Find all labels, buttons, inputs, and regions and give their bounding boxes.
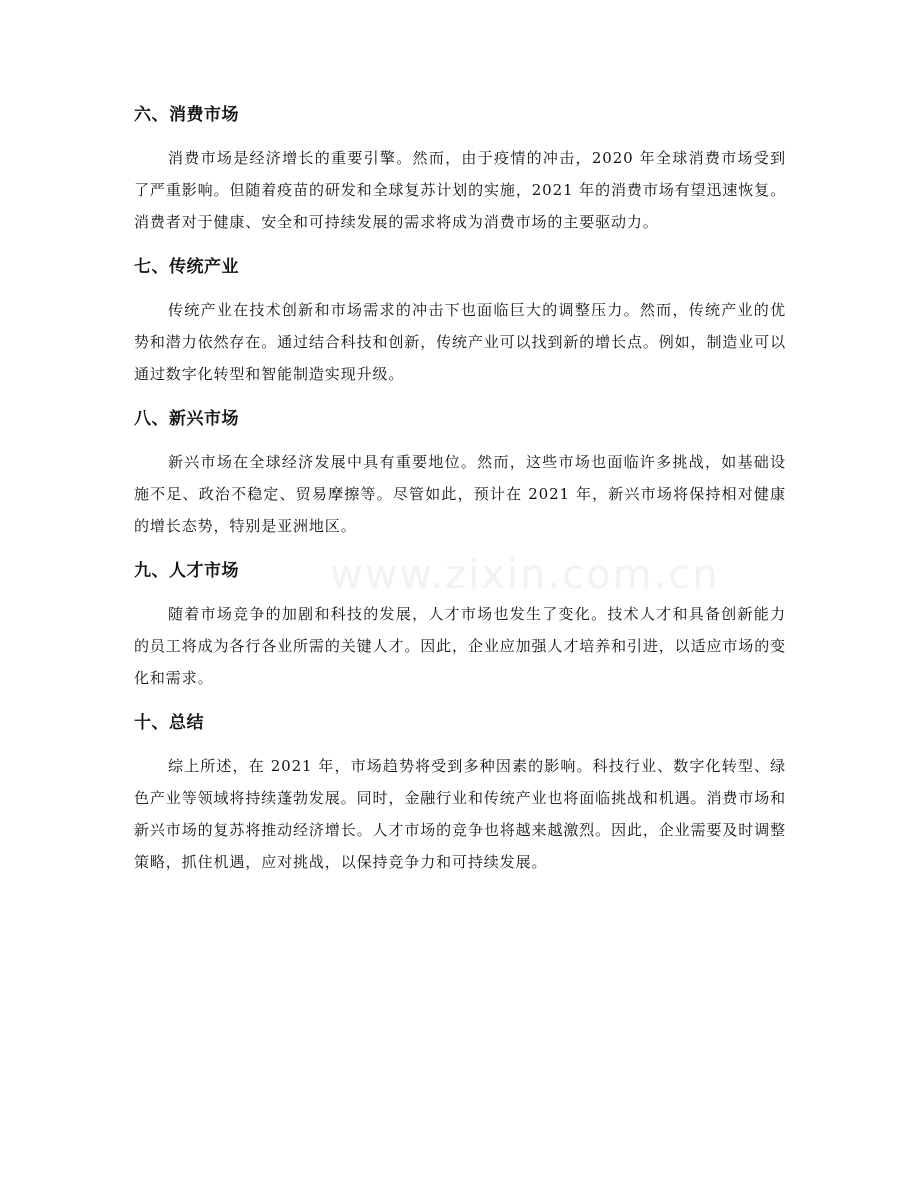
section-traditional-industry	[134, 256, 786, 390]
section-paragraph: 随着市场竞争的加剧和科技的发展，人才市场也发生了变化。技术人才和具备创新能力的员工将成为各行各业所需的关键人才。因此，企业应加强人才培养和引进，以适应市场的变化和需求。	[134, 605, 786, 687]
section-heading: 六、消费市场	[134, 105, 239, 125]
section-paragraph: 新兴市场在全球经济发展中具有重要地位。然而，这些市场也面临许多挑战，如基础设施不足、政治不稳定、贸易摩擦等。尽管如此，预计在 2021 年，新兴市场将保持相对健康的增长态势，特别是亚洲地区。	[134, 453, 786, 535]
section-summary	[134, 712, 786, 878]
section-paragraph: 传统产业在技术创新和市场需求的冲击下也面临巨大的调整压力。然而，传统产业的优势和潜力依然存在。通过结合科技和创新，传统产业可以找到新的增长点。例如，制造业可以通过数字化转型和智能制造实现升级。	[134, 301, 786, 383]
section-paragraph: 消费市场是经济增长的重要引擎。然而，由于疫情的冲击，2020 年全球消费市场受到了严重影响。但随着疫苗的研发和全球复苏计划的实施，2021 年的消费市场有望迅速恢复。消费者对于健康、安全和可持续发展的需求将成为消费市场的主要驱动力。	[134, 149, 786, 231]
section-emerging-markets	[134, 408, 786, 542]
section-paragraph: 综上所述，在 2021 年，市场趋势将受到多种因素的影响。科技行业、数字化转型、绿色产业等领域将持续蓬勃发展。同时，金融行业和传统产业也将面临挑战和机遇。消费市场和新兴市场的复苏将推动经济增长。人才市场的竞争也将越来越激烈。因此，企业需要及时调整策略，抓住机遇，应对挑战，以保持竞争力和可持续发展。	[134, 757, 786, 871]
document-page	[134, 104, 786, 896]
section-heading: 八、新兴市场	[134, 409, 239, 429]
watermark: www.zixin.com.cn	[330, 552, 720, 598]
section-heading: 十、总结	[134, 713, 204, 733]
section-talent-market	[134, 560, 786, 694]
section-heading: 七、传统产业	[134, 257, 239, 277]
section-heading: 九、人才市场	[134, 561, 239, 581]
section-consumer-market	[134, 104, 786, 238]
